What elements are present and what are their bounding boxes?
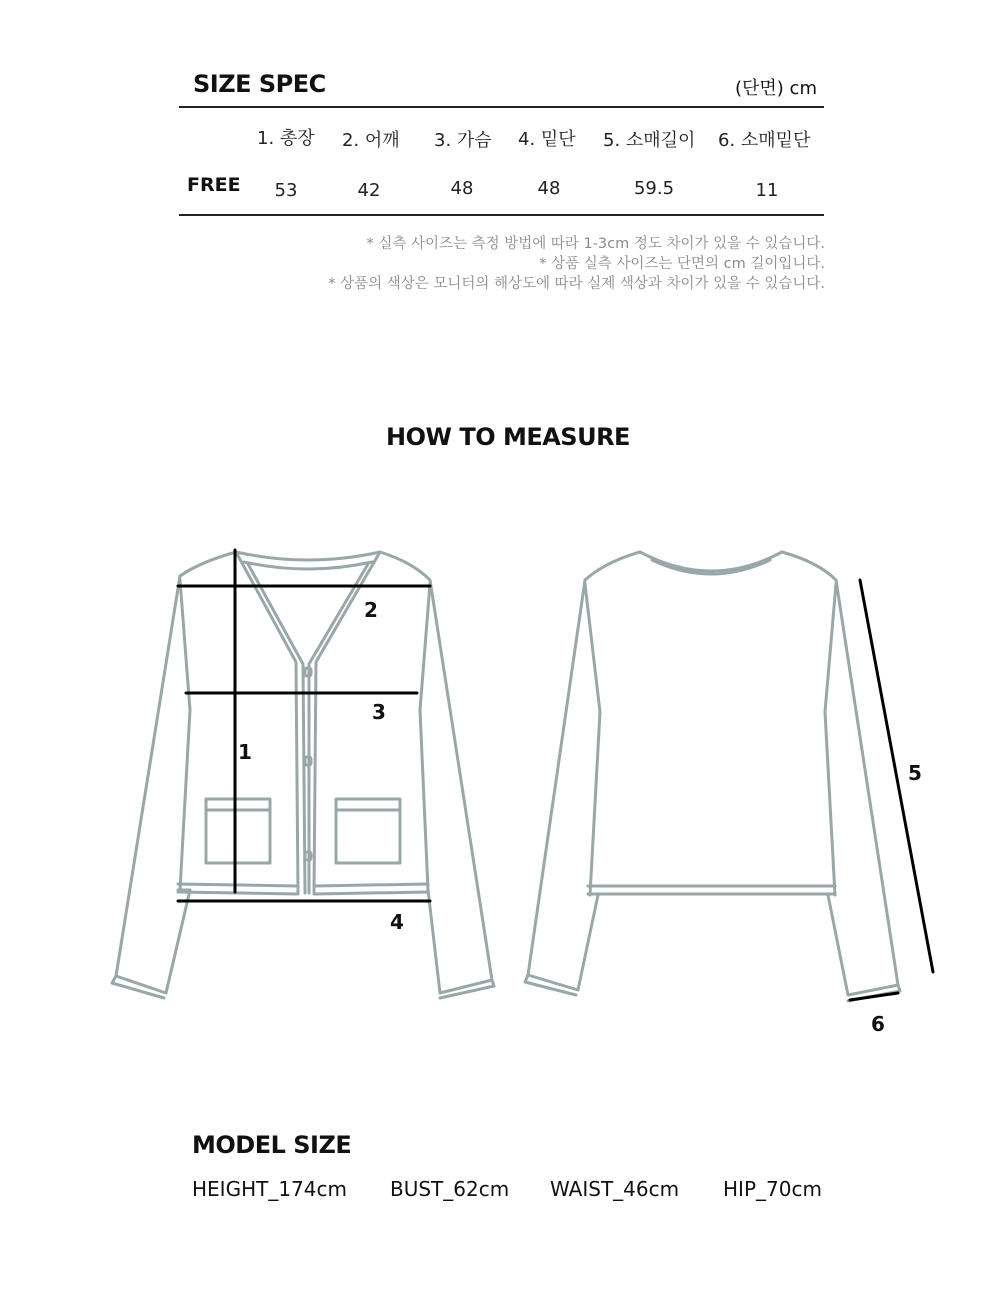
model-bust: BUST_62cm — [390, 1177, 510, 1201]
cardigan-back-drawing — [525, 552, 900, 1001]
measure-label-4: 4 — [390, 910, 404, 934]
measure-label-5: 5 — [908, 761, 922, 785]
model-hip: HIP_70cm — [723, 1177, 822, 1201]
model-height: HEIGHT_174cm — [192, 1177, 347, 1201]
measure-label-2: 2 — [364, 598, 378, 622]
model-size-title: MODEL SIZE — [192, 1131, 352, 1159]
col-header-chest: 3. 가슴 — [434, 130, 492, 151]
col-header-sleeve-length: 5. 소매길이 — [603, 130, 696, 151]
note-line: * 실측 사이즈는 측정 방법에 따라 1-3cm 정도 차이가 있을 수 있습니다. — [366, 236, 825, 252]
measure-label-1: 1 — [238, 740, 252, 764]
value-shoulder: 42 — [357, 180, 381, 201]
col-header-hem: 4. 밑단 — [518, 129, 576, 150]
value-sleeve-length: 59.5 — [633, 178, 675, 199]
col-header-length: 1. 총장 — [257, 128, 315, 149]
measure-line-sleeve-length — [860, 580, 933, 972]
value-sleeve-hem: 11 — [755, 180, 779, 201]
cardigan-front-drawing — [112, 552, 494, 998]
value-chest: 48 — [450, 178, 474, 199]
col-header-sleeve-hem: 6. 소매밑단 — [718, 130, 811, 151]
value-length: 53 — [274, 180, 298, 201]
unit-label: (단면) cm — [735, 78, 817, 99]
measure-label-3: 3 — [372, 700, 386, 724]
model-waist: WAIST_46cm — [550, 1177, 680, 1201]
measure-label-6: 6 — [871, 1012, 885, 1036]
note-line: * 상품의 색상은 모니터의 해상도에 따라 실제 색상과 차이가 있을 수 있습니다. — [328, 276, 825, 292]
note-line: * 상품 실측 사이즈는 단면의 cm 길이입니다. — [539, 256, 825, 272]
size-spec-title: SIZE SPEC — [193, 70, 326, 98]
row-label-free: FREE — [187, 174, 241, 196]
how-to-measure-title: HOW TO MEASURE — [386, 423, 630, 451]
col-header-shoulder: 2. 어깨 — [342, 130, 400, 151]
value-hem: 48 — [537, 178, 561, 199]
